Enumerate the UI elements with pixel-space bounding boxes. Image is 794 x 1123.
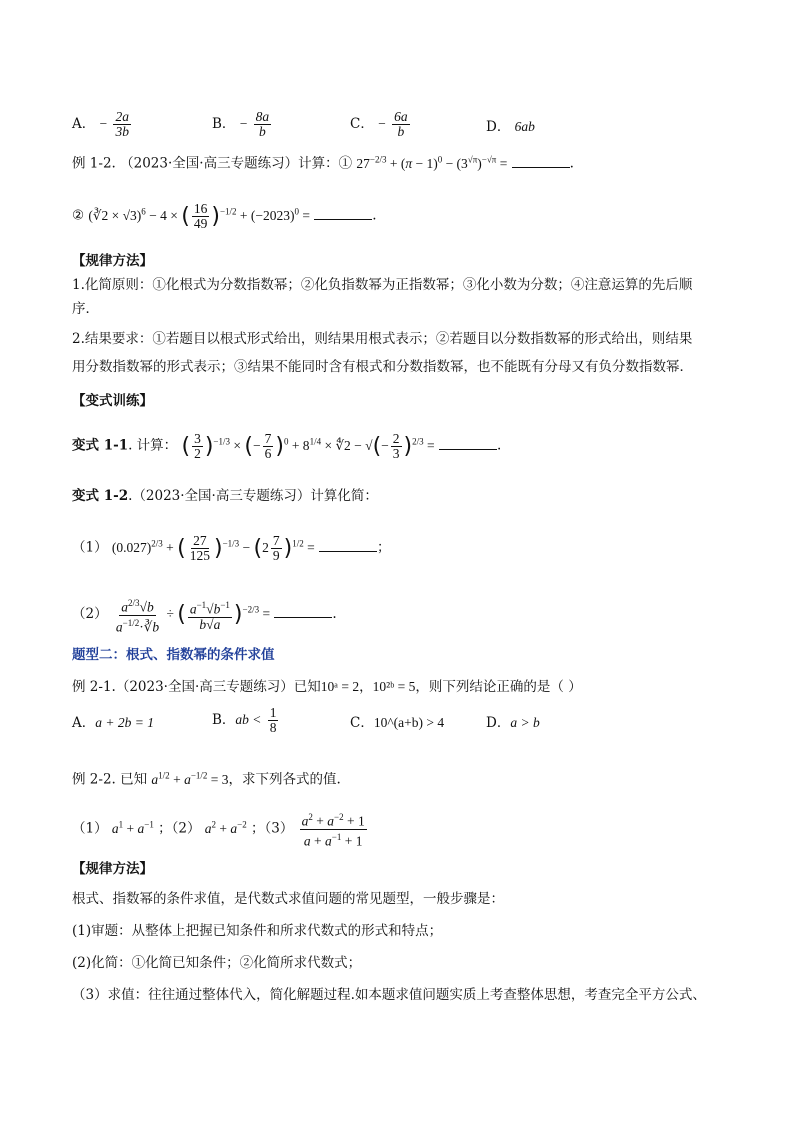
option-c-letter: C． [350, 116, 374, 132]
option-d [486, 118, 535, 136]
method-item-2: 2.结果要求：①若题目以根式形式给出，则结果用根式表示；②若题目以分数指数幂的形式给出，则结果 [72, 331, 693, 347]
option-2-1-c [350, 714, 444, 732]
variant-1-2-formula-1: $(0.027)^{2/3}$ + ( $\frac{27}{125}$ )$^{-1/3}$ − (2 $\frac{7}{9}$ )$^{1/2}$ = [111, 533, 315, 563]
variant-1-2-label: 变式 1-2 [72, 488, 129, 504]
option-a-num: 2a [115, 109, 129, 124]
answer-blank-5 [274, 605, 332, 618]
option-b-letter: B． [212, 116, 236, 132]
variant-1-2-text: .（2023·全国·高三专题练习）计算化简： [128, 488, 378, 504]
method-item-2-cont: 用分数指数幂的形式表示；③结果不能同时含有根式和分数指数幂，也不能既有分母又有负分数指数幂． [72, 359, 693, 375]
option-b-num: 8a [255, 109, 270, 124]
option-b-den: b [259, 124, 266, 139]
method2-step2: (2)化简：①化简已知条件；②化简所求代数式； [72, 955, 362, 971]
answer-blank-4 [319, 539, 377, 552]
option-2-1-a-value: a + 2b = 1 [95, 715, 154, 730]
method-item-1-cont: 序． [72, 301, 99, 317]
option-c-den: b [397, 124, 405, 139]
example-label: 例 1-2. [72, 155, 116, 172]
example-2-1 [72, 678, 582, 696]
example-2-2-parts [72, 810, 369, 848]
ex22-part2-expr: $a^2 + a^{-2}$ [204, 819, 247, 836]
option-2-1-c-letter: C． [350, 715, 374, 731]
method2-step1: (1)审题：从整体上把握已知条件和所求代数式的形式和特点； [72, 923, 443, 939]
example-formula-1: $27^{-2/3} + (\pi - 1)^0 - (3^{√\pi})^{-√\pi}$ = [356, 154, 508, 171]
variant-1-2 [72, 487, 378, 505]
ex22-part1-expr: $a^1 + a^{-1}$ [111, 819, 154, 836]
type2-heading: 题型二：根式、指数幂的条件求值 [72, 647, 275, 663]
example-2-2-text: 例 2-2. 已知 [72, 771, 148, 788]
example-formula-2: (∛2 × √3)$^6$ − 4 × ( $\frac{16}{49}$ )$^{-1/2} + (-2023)^0$ = [88, 201, 310, 231]
variant-1-1-label: 变式 1-1 [72, 437, 129, 454]
example-2-2-tail: ，求下列各式的值. [228, 771, 341, 788]
option-2-1-b-letter: B． [212, 712, 236, 728]
method2-intro: 根式、指数幂的条件求值，是代数式求值问题的常见题型，一般步骤是： [72, 891, 504, 907]
answer-blank-3 [439, 437, 497, 450]
example-2-2 [72, 766, 341, 789]
option-a-den: 3b [115, 124, 129, 139]
options-row-q0 [72, 104, 732, 139]
example-2-1-question: 则下列结论正确的是（ ） [428, 679, 582, 695]
ex22-part3-marker: ；（3） [251, 820, 294, 837]
example-2-2-condition: $a^{1/2} + a^{-1/2} = 3$ [151, 770, 229, 787]
option-b-fraction [254, 110, 272, 139]
option-d-letter: D． [486, 119, 511, 135]
example-1-2-line2: ② (∛2 × √3)$^6$ − 4 × ( $\frac{16}{49}$ )$^{-1/2} + (-2023)^0$ = . [72, 201, 377, 231]
option-2-1-d-value: a > b [510, 715, 540, 730]
variant-heading: 【变式训练】 [72, 393, 153, 409]
variant-1-2-part2: （2） $\frac{a^{2/3}√b}{a^{-1/2}\cdot∛b}$ ÷ ( $\frac{a^{-1}√b^{-1}}{b√a}$ )$^{-2/3}$ = . [72, 598, 337, 634]
ex22-part2-marker: ；（2） [158, 820, 201, 837]
options-row-2-1 [72, 706, 732, 736]
example-1-2-line1: 例 1-2. （2023·全国·高三专题练习）计算：① $27^{-2/3} + (\pi - 1)^0 - (3^{√\pi})^{-√\pi}$ = . [72, 154, 574, 172]
option-2-1-a-letter: A． [72, 715, 96, 731]
option-2-1-b-value: ab < [235, 712, 262, 727]
option-d-value: 6ab [514, 119, 535, 134]
method2-step3: （3）求值：往往通过整体代入，简化解题过程.如本题求值问题实质上考查整体思想，考查完全平方公式、 [72, 987, 706, 1003]
part1-marker: （1） [72, 539, 108, 556]
option-b: B． − $\frac{8a}{b}$ [212, 109, 270, 139]
method-item-1: 1.化简原则：①化根式为分数指数幂；②化负指数幂为正指数幂；③化小数为分数；④注意运算的先后顺 [72, 277, 693, 293]
option-2-1-d [486, 714, 540, 732]
option-a-fraction [113, 110, 131, 139]
method-heading-2: 【规律方法】 [72, 861, 153, 877]
variant-1-1-formula: ( $\frac{3}{2}$ )$^{-1/3}$ × (− $\frac{7}{6}$ )$^0 + 8^{1/4}$ × ∜2 − √(− $\frac{2}{3}$ )$^{2/3}$ = [181, 431, 435, 461]
example-2-1-condition: 10ᵃ = 2，10²ᵇ = 5， [320, 679, 429, 694]
ex22-part3-fraction: $\frac{a^2 + a^{-2} + 1}{a + a^{-1} + 1}$ [301, 812, 365, 848]
option-2-1-d-letter: D． [486, 715, 511, 731]
example-2-1-text: 例 2-1.（2023·全国·高三专题练习）已知 [72, 679, 321, 695]
variant-1-1-text: . 计算： [128, 437, 178, 454]
example-source: （2023·全国·高三专题练习）计算：① [120, 155, 353, 172]
option-c-num: 6a [394, 109, 408, 124]
answer-blank-1 [512, 155, 570, 168]
option-c: C． − $\frac{6a}{b}$ [350, 109, 408, 139]
option-2-1-c-value: 10^(a+b) > 4 [373, 715, 445, 730]
option-2-1-b [212, 706, 280, 735]
answer-blank-2 [314, 207, 372, 220]
option-2-1-b-fraction: $\frac{1}{8}$ [269, 705, 277, 735]
variant-1-1: 变式 1-1. 计算： ( $\frac{3}{2}$ )$^{-1/3}$ × (− $\frac{7}{6}$ )$^0 + 8^{1/4}$ × ∜2 − √(− $\frac{2}{3}$ )$^{2/3}$ = . [72, 431, 502, 461]
option-c-fraction [392, 110, 410, 139]
variant-1-2-part1: （1） $(0.027)^{2/3}$ + ( $\frac{27}{125}$ )$^{-1/3}$ − (2 $\frac{7}{9}$ )$^{1/2}$ = ； [72, 533, 391, 563]
option-a: A． − $\frac{2a}{3b}$ [72, 109, 129, 139]
part2-marker-v: （2） [72, 606, 108, 623]
option-2-1-a [72, 714, 154, 732]
ex22-part1-marker: （1） [72, 820, 108, 837]
part2-marker: ② [72, 207, 85, 224]
variant-1-2-formula-2: $\frac{a^{2/3}√b}{a^{-1/2}\cdot∛b}$ ÷ ( $\frac{a^{-1}√b^{-1}}{b√a}$ )$^{-2/3}$ = [115, 598, 271, 634]
method-heading-1: 【规律方法】 [72, 253, 153, 269]
option-a-letter: A． [72, 116, 96, 132]
